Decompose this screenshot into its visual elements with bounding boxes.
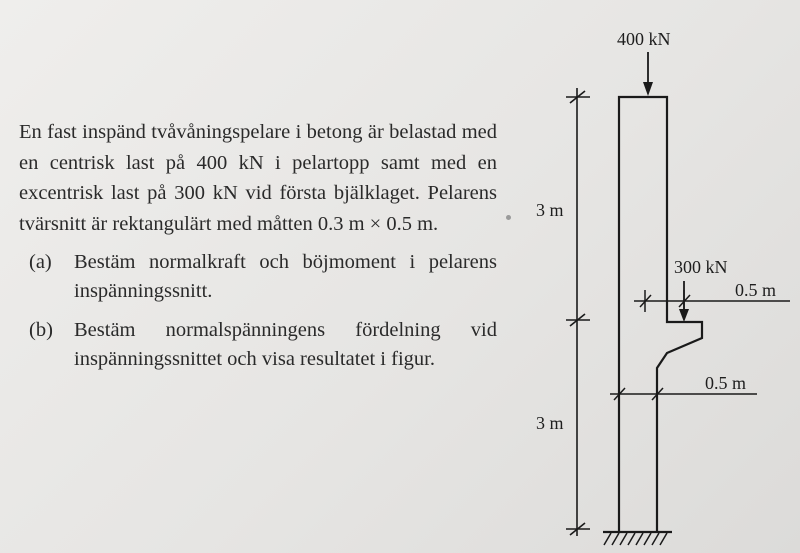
lower-height-label: 3 m [536,413,564,433]
subquestion-b-tag: (b) [29,319,53,341]
problem-intro: En fast inspänd tvåvåningspelare i betong är belastad med en centrisk last på 400 kN i pelartopp samt med en excentrisk last på 300 kN vid första bjälklaget. Pelarens tvärsnitt är rektangulärt med måtten 0.3 m × 0.5 m. [19,121,497,235]
mid-load-label: 300 kN [674,257,728,277]
column-outline [619,97,702,532]
top-load-label: 400 kN [617,29,671,49]
subquestion-a-text: Bestäm normalkraft och böjmoment i pelarens inspänningssnitt. [74,251,497,302]
upper-width-label: 0.5 m [735,280,777,300]
support-hatching [604,533,667,545]
lower-width-label: 0.5 m [705,373,747,393]
top-load-arrowhead [643,82,653,96]
subquestion-a-tag: (a) [29,251,52,273]
upper-height-label: 3 m [536,200,564,220]
subquestion-b-text: Bestäm normalspänningens fördelning vid inspänningssnittet och visa resultatet i figur. [74,319,497,370]
dimension-ticks [566,91,590,535]
